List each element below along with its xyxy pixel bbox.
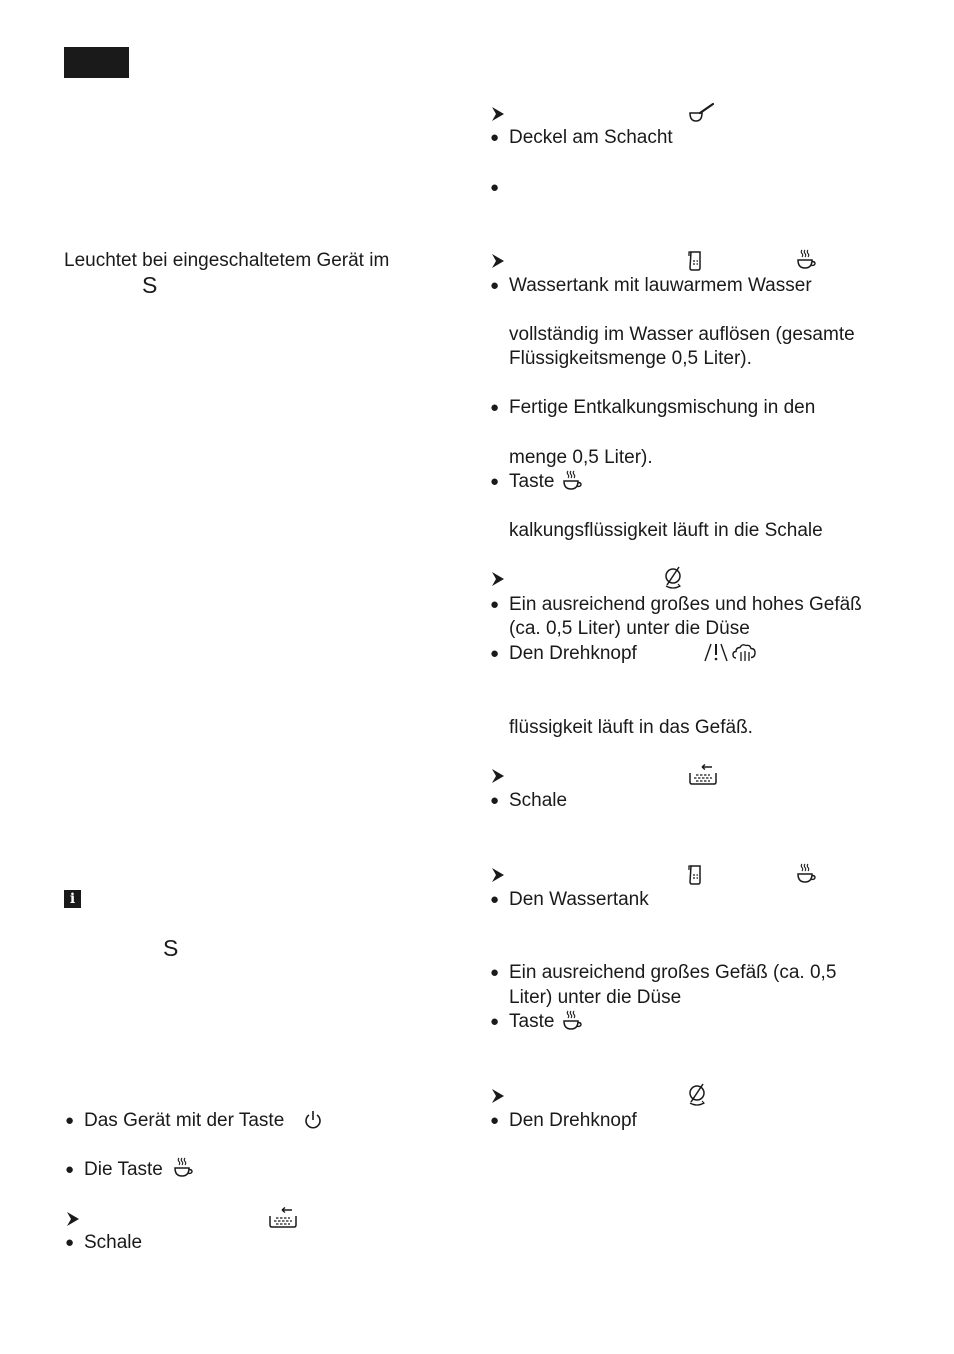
fluessigkeitsmenge-text: Flüssigkeitsmenge 0,5 Liter). — [509, 348, 752, 369]
bullet-icon: ● — [490, 891, 500, 908]
steam-cup-icon — [796, 249, 816, 271]
info-icon: i — [64, 890, 81, 908]
wassertank-text: Wassertank mit lauwarmem Wasser — [509, 275, 812, 296]
steam-cup-icon — [562, 1010, 582, 1032]
bullet-icon: ● — [65, 1234, 75, 1251]
no-pressure-knob-icon — [686, 1083, 708, 1107]
taste-text-1: Taste — [509, 471, 555, 492]
bullet-icon: ● — [490, 277, 500, 294]
s-label-2: S — [163, 935, 179, 961]
power-icon — [304, 1110, 322, 1130]
bullet-icon: ● — [490, 179, 500, 196]
steam-cup-icon — [562, 470, 582, 492]
arrow-icon — [491, 768, 505, 784]
schale-text-left: Schale — [84, 1232, 143, 1253]
power-instruction-text: Das Gerät mit der Taste — [84, 1110, 285, 1131]
s-label-1: S — [142, 272, 158, 298]
steam-cup-icon — [173, 1157, 193, 1179]
vollstaendig-text: vollständig im Wasser auflösen (gesamte — [509, 324, 855, 345]
arrow-icon — [491, 571, 505, 587]
ein-gefaess-text-2: Ein ausreichend großes Gefäß (ca. 0,5 — [509, 962, 837, 983]
ca-liter-text: (ca. 0,5 Liter) unter die Düse — [509, 618, 750, 639]
bullet-icon: ● — [490, 596, 500, 613]
section-tab — [64, 47, 129, 78]
bullet-icon: ● — [490, 473, 500, 490]
drehknopf-text-2: Den Drehknopf — [509, 1110, 637, 1131]
fertige-text: Fertige Entkalkungsmischung in den — [509, 397, 816, 418]
bullet-icon: ● — [490, 964, 500, 981]
no-pressure-knob-icon — [662, 566, 684, 590]
drip-tray-icon — [688, 764, 718, 786]
descaler-scoop-icon — [688, 101, 716, 123]
arrow-icon — [491, 253, 505, 269]
bullet-icon: ● — [490, 645, 500, 662]
liter-text: Liter) unter die Düse — [509, 987, 682, 1008]
arrow-icon — [491, 106, 505, 122]
taste-text-2: Taste — [509, 1011, 555, 1032]
kalkungs-text: kalkungsflüssigkeit läuft in die Schale — [509, 520, 823, 541]
bullet-icon: ● — [490, 129, 500, 146]
arrow-icon — [491, 867, 505, 883]
schale-text-right: Schale — [509, 790, 568, 811]
leuchtet-text: Leuchtet bei eingeschaltetem Gerät im — [64, 250, 390, 271]
bullet-icon: ● — [490, 1013, 500, 1030]
taste-instruction-text: Die Taste — [84, 1159, 163, 1180]
drip-tray-icon — [268, 1207, 298, 1229]
bullet-icon: ● — [65, 1161, 75, 1178]
steam-cup-icon — [796, 863, 816, 885]
deckel-text: Deckel am Schacht — [509, 127, 673, 148]
steam-cloud-icon — [732, 640, 758, 664]
menge-text: menge 0,5 Liter). — [509, 447, 653, 468]
ein-gefaess-text: Ein ausreichend großes und hohes Gefäß — [509, 594, 862, 615]
water-tank-icon — [686, 249, 706, 273]
drehknopf-text-1: Den Drehknopf — [509, 643, 637, 664]
den-wassertank-text: Den Wassertank — [509, 889, 649, 910]
bullet-icon: ● — [65, 1112, 75, 1129]
knob-warning-icon — [703, 641, 729, 665]
bullet-icon: ● — [490, 792, 500, 809]
bullet-icon: ● — [490, 399, 500, 416]
water-tank-icon — [686, 863, 706, 887]
fluessigkeit-text: flüssigkeit läuft in das Gefäß. — [509, 717, 753, 738]
arrow-icon — [66, 1211, 80, 1227]
arrow-icon — [491, 1088, 505, 1104]
bullet-icon: ● — [490, 1112, 500, 1129]
